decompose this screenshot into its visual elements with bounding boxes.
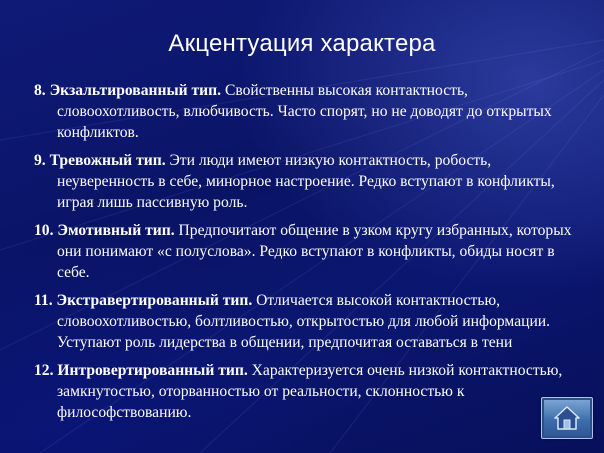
list-item-10 bbox=[34, 220, 590, 283]
list-item-11 bbox=[34, 290, 590, 353]
item-heading: 12. Интровертированный тип. bbox=[34, 362, 248, 379]
item-heading: 11. Экстравертированный тип. bbox=[34, 292, 253, 309]
item-heading: 10. Эмотивный тип. bbox=[34, 222, 175, 239]
list-item-8 bbox=[34, 80, 590, 143]
item-text: Предпочитают общение в узком кругу избранных, которых они понимают «с полуслова». Редко вступают в конфликты, обиды носят в себе. bbox=[57, 222, 572, 281]
list-item-9 bbox=[34, 150, 590, 213]
list-item-12 bbox=[34, 360, 590, 423]
item-text: Характеризуется очень низкой контактностью, замкнутостью, оторванностью от реальности, склонностью к философствованию. bbox=[57, 362, 563, 421]
home-icon bbox=[554, 405, 580, 431]
item-text: Свойственны высокая контактность, словоохотливость, влюбчивость. Часто спорят, но не доводят до открытых конфликтов. bbox=[57, 82, 552, 141]
item-text: Эти люди имеют низкую контактность, робость, неуверенность в себе, минорное настроение. Редко вступают в конфликты, играя лишь пассивную роль. bbox=[57, 152, 555, 211]
item-heading: 9. Тревожный тип. bbox=[34, 152, 166, 169]
item-text: Отличается высокой контактностью, словоохотливостью, болтливостью, открытостью для любой информации. Уступают роль лидерства в общении, предпочитая оставаться в тени bbox=[57, 292, 551, 351]
item-heading: 8. Экзальтированный тип. bbox=[34, 82, 222, 99]
type-list bbox=[34, 80, 590, 430]
home-button[interactable] bbox=[541, 397, 593, 439]
slide-title: Акцентуация характера bbox=[168, 30, 436, 57]
